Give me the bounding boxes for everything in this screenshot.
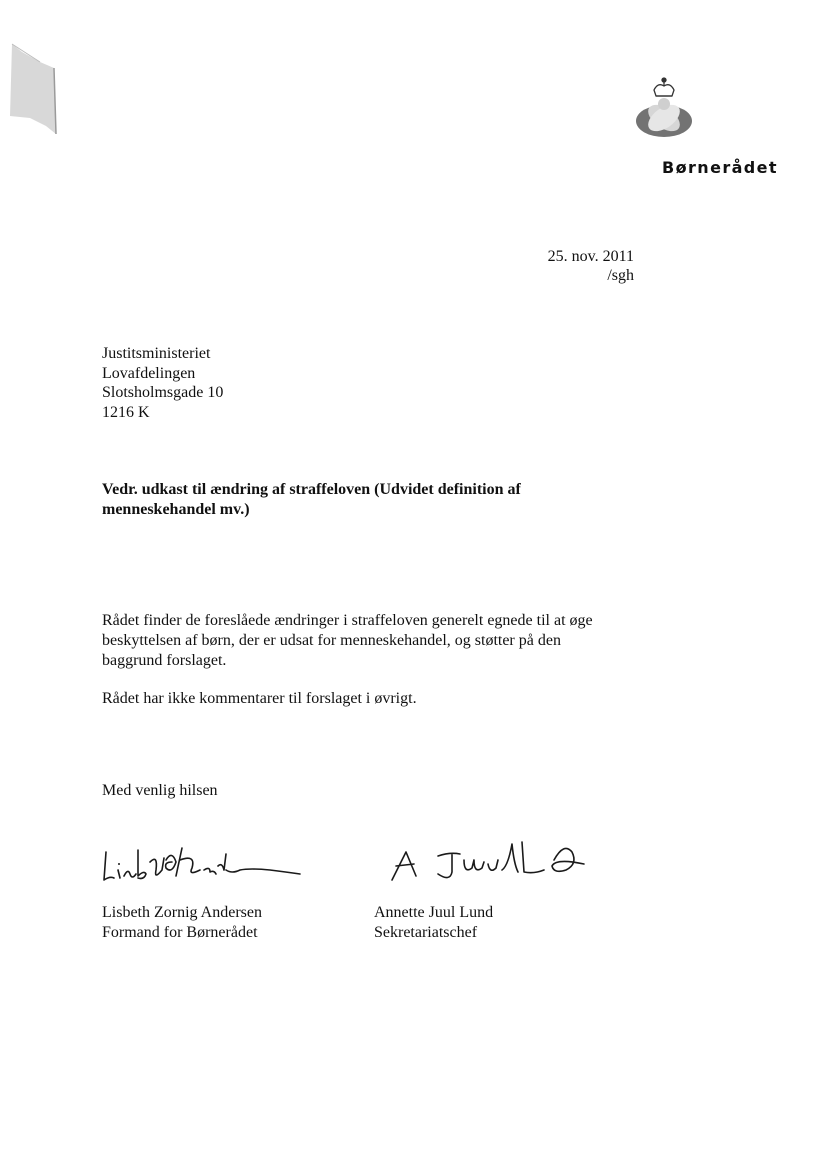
address-line: Slotsholmsgade 10 (102, 384, 224, 401)
letter-subject (102, 480, 602, 520)
signatory-name: Lisbeth Zornig Andersen (102, 904, 262, 921)
recipient-address (102, 344, 223, 422)
handwritten-signature (388, 834, 588, 884)
subject-line: menneskehandel mv.) (102, 501, 250, 518)
signatory-title: Sekretariatschef (374, 924, 478, 941)
signatory-block (102, 903, 262, 943)
body-paragraph (102, 689, 417, 709)
signatory-title: Formand for Børnerådet (102, 924, 258, 941)
body-line: Rådet har ikke kommentarer til forslaget i øvrigt. (102, 690, 417, 707)
letter-date: 25. nov. 2011 (547, 248, 634, 265)
date-block (520, 247, 634, 285)
address-line: Lovafdelingen (102, 364, 196, 382)
address-line: Justitsministeriet (102, 345, 211, 362)
address-line: 1216 K (102, 403, 150, 421)
signatory-name: Annette Juul Lund (374, 904, 494, 921)
body-line: baggrund forslaget. (102, 652, 227, 669)
org-name: Børnerådet (662, 158, 778, 177)
body-line: Rådet finder de foreslåede ændringer i straffeloven generelt egnede til at øge (102, 612, 593, 629)
subject-line: Vedr. udkast til ændring af straffeloven (Udvidet definition af (102, 481, 521, 498)
borneradet-crown-logo-icon (632, 74, 696, 146)
body-paragraph (102, 611, 593, 671)
closing-greeting: Med venlig hilsen (102, 782, 218, 799)
signatory-block (374, 903, 493, 943)
body-line: beskyttelsen af børn, der er udsat for menneskehandel, og støtter på den (102, 632, 561, 649)
letter-reference: /sgh (607, 267, 634, 284)
handwritten-signature (100, 840, 305, 888)
scan-artifact (2, 38, 58, 138)
